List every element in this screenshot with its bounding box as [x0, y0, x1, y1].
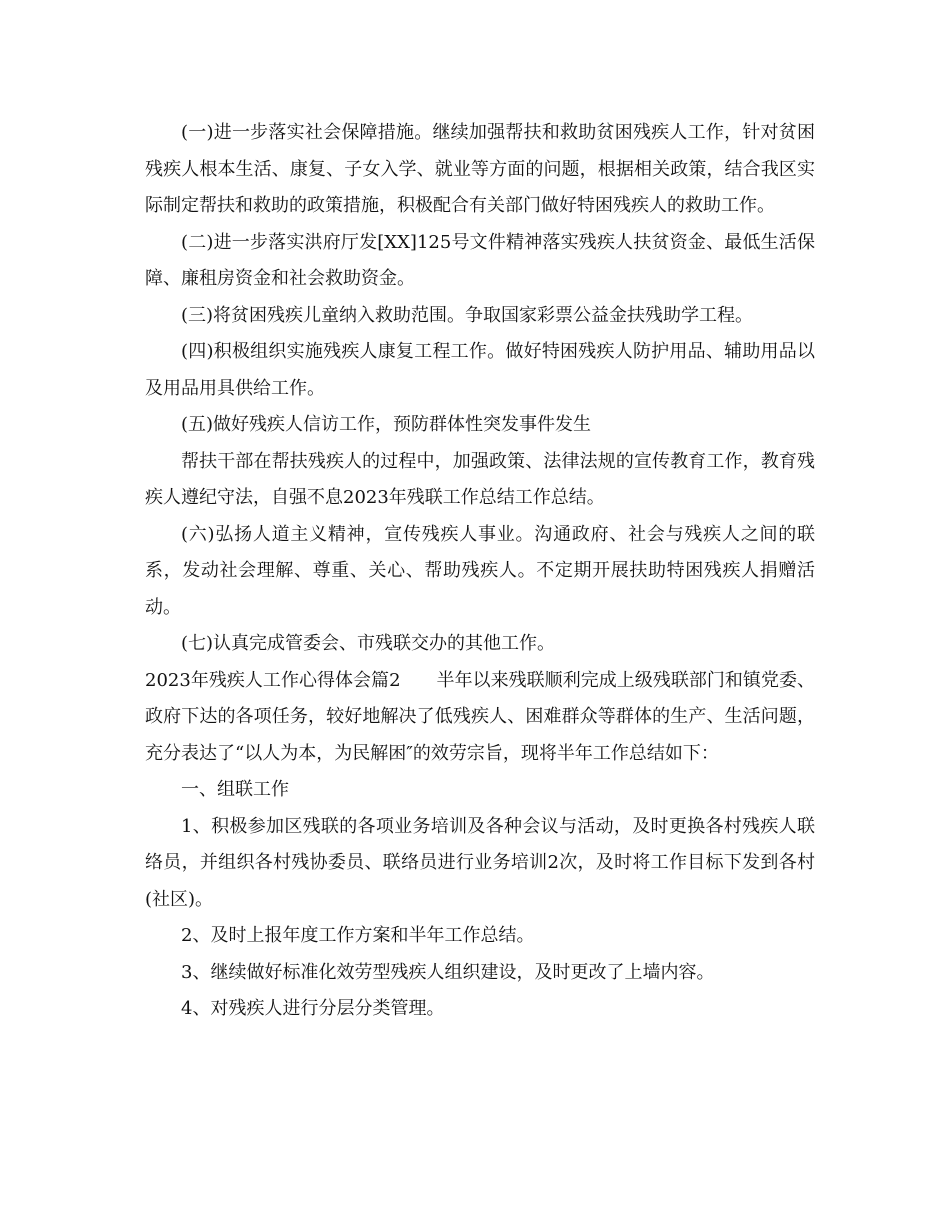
section-1-item: 2、及时上报年度工作方案和半年工作总结。 [181, 925, 535, 946]
article-2-intro [145, 663, 815, 773]
paragraph-2: (二)进一步落实洪府厅发[XX]125号文件精神落实残疾人扶贫资金、最低生活保障、廉租房资金和社会救助资金。 [145, 231, 815, 289]
section-1-item: 3、继续做好标准化效劳型残疾人组织建设，及时更改了上墙内容。 [181, 961, 715, 983]
paragraph-4: (四)积极组织实施残疾人康复工程工作。做好特困残疾人防护用品、辅助用品以及用品用具供给工作。 [145, 341, 815, 399]
paragraph-7: (六)弘扬人道主义精神，宣传残疾人事业。沟通政府、社会与残疾人之间的联系，发动社会理解、尊重、关心、帮助残疾人。不定期开展扶助特困残疾人捐赠活动。 [145, 523, 815, 618]
paragraph-8: (七)认真完成管委会、市残联交办的其他工作。 [181, 633, 556, 654]
section-1-item: 1、积极参加区残联的各项业务培训及各种会议与活动，及时更换各村残疾人联络员，并组织各村残协委员、联络员进行业务培训2次，及时将工作目标下发到各村(社区)。 [145, 815, 815, 910]
article-2-body: 半年以来残联顺利完成上级残联部门和镇党委、政府下达的各项任务，较好地解决了低残疾人、困难群众等群体的生产、生活问题，充分表达了“以人为本，为民解困″的效劳宗旨，现将半年工作总结如下： [145, 669, 815, 764]
paragraph-1: (一)进一步落实社会保障措施。继续加强帮扶和救助贫困残疾人工作，针对贫困残疾人根本生活、康复、子女入学、就业等方面的问题，根据相关政策，结合我区实际制定帮扶和救助的政策措施，积极配合有关部门做好特困残疾人的救助工作。 [145, 122, 815, 216]
paragraph-6: 帮扶干部在帮扶残疾人的过程中，加强政策、法律法规的宣传教育工作，教育残疾人遵纪守法，自强不息2023年残联工作总结工作总结。 [145, 450, 815, 508]
paragraph-5: (五)做好残疾人信访工作，预防群体性突发事件发生 [181, 414, 592, 435]
paragraph-3: (三)将贫困残疾儿童纳入救助范围。争取国家彩票公益金扶残助学工程。 [181, 304, 754, 326]
document-body [145, 115, 815, 1028]
article-2-title: 2023年残疾人工作心得体会篇2 [145, 669, 401, 691]
section-1-item: 4、对残疾人进行分层分类管理。 [181, 998, 445, 1019]
section-1-heading: 一、组联工作 [181, 779, 289, 800]
